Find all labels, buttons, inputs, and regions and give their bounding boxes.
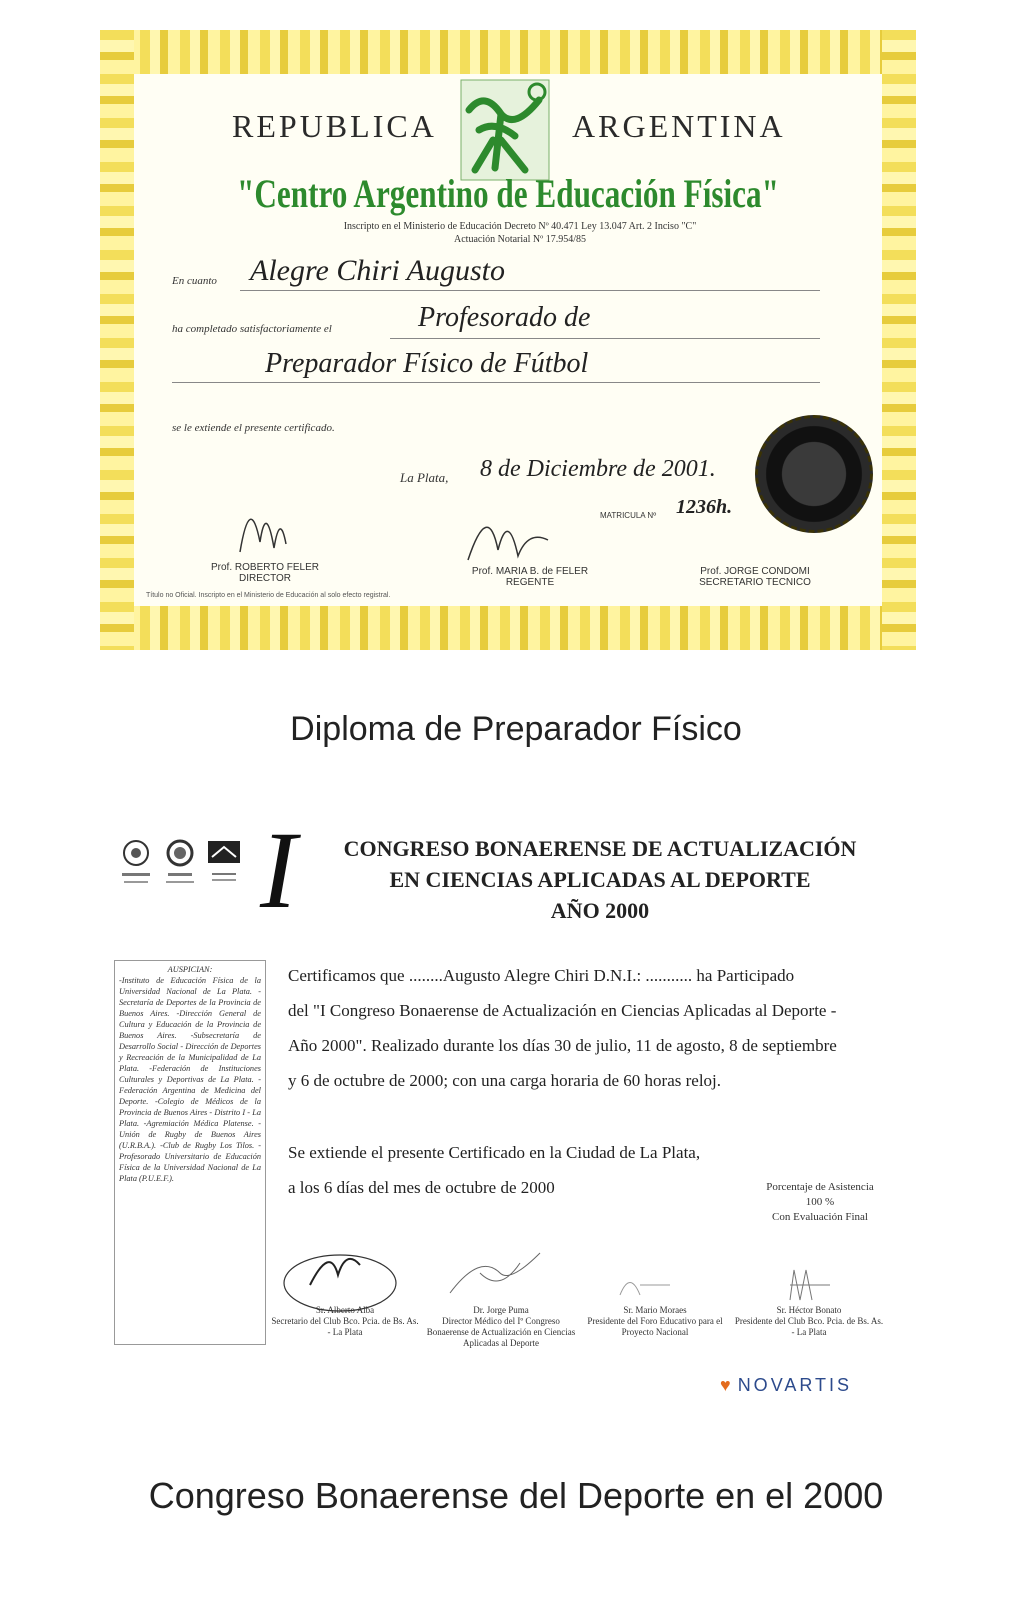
diploma-border-left bbox=[100, 30, 134, 650]
caption-diploma: Diploma de Preparador Físico bbox=[290, 710, 742, 748]
auspician-box bbox=[114, 960, 266, 1345]
en-cuanto-label: En cuanto bbox=[172, 275, 217, 287]
signer-3 bbox=[680, 566, 830, 588]
congress-roman-numeral: I bbox=[260, 809, 297, 931]
novartis-text: NOVARTIS bbox=[737, 1375, 853, 1395]
signer-1 bbox=[200, 562, 330, 584]
cert-signer-4-role: Presidente del Club Bco. Pcia. de Bs. As. - La Plata bbox=[734, 1316, 884, 1337]
actuacion-text: Actuación Notarial Nº 17.954/85 bbox=[454, 234, 586, 245]
course-line-2-rule bbox=[172, 382, 820, 383]
sedop-logo-icon bbox=[160, 833, 200, 893]
certificate-image bbox=[100, 809, 916, 1415]
cert-line-4: y 6 de octubre de 2000; con una carga horaria de 60 horas reloj. bbox=[288, 1071, 722, 1090]
signature-feler-icon bbox=[230, 482, 310, 562]
signature-puma-icon bbox=[440, 1243, 550, 1303]
attendance-box bbox=[730, 1180, 910, 1225]
argentina-text: ARGENTINA bbox=[572, 108, 786, 144]
instituto-logo-icon bbox=[116, 833, 156, 893]
name-line bbox=[240, 290, 820, 291]
signature-alba-icon bbox=[280, 1235, 400, 1315]
congress-title bbox=[310, 833, 890, 926]
diploma-border-top bbox=[100, 30, 916, 74]
cert-line-2: del "I Congreso Bonaerense de Actualización en Ciencias Aplicadas al Deporte - bbox=[288, 1001, 837, 1020]
diploma-footnote: Título no Oficial. Inscripto en el Ministerio de Educación al solo efecto registral. bbox=[146, 592, 391, 599]
signer-2 bbox=[455, 566, 605, 588]
cert-signer-1-name: Sr. Alberto Alba bbox=[315, 1305, 375, 1315]
registration-note bbox=[250, 220, 790, 246]
cert-signer-3 bbox=[580, 1305, 730, 1338]
institution-title: "Centro Argentino de Educación Física" bbox=[237, 171, 779, 216]
matricula-label: MATRICULA Nº bbox=[600, 511, 657, 520]
inscripto-text: Inscripto en el Ministerio de Educación Decreto Nº 40.471 Ley 13.047 Art. 2 Inciso "C" bbox=[343, 221, 697, 232]
municipal-logo-icon bbox=[204, 833, 244, 893]
republica-text: REPUBLICA bbox=[232, 108, 437, 144]
diploma-border-right bbox=[882, 30, 916, 650]
ha-completado-label: ha completado satisfactoriamente el bbox=[172, 323, 332, 335]
novartis-logo bbox=[720, 1375, 852, 1396]
course-line-1-rule bbox=[390, 338, 820, 339]
cert-line-6: a los 6 días del mes de octubre de 2000 bbox=[288, 1178, 555, 1197]
auspician-list: -Instituto de Educación Física de la Universidad Nacional de La Plata. -Secretaría de Deportes de la Provincia de Buenos Aires. -Dirección General de Cultura y Educación de la Provincia de Buenos Aires. -Subsecretaría de Desarrollo Social - Dirección de Deportes y Recreación de la Municipalidad de La Plata. -Federación de Instituciones Culturales y Deportivas de La Plata. -Federación Argentina de Medicina del Deporte. -Colegio de Médicos de la Provincia de Buenos Aires - Distrito I - La Plata. -Agremiación Médica Platense. -Unión de Rugby de Buenos Aires (U.R.B.A.). -Club de Rugby Los Tilos. -Profesorado Universitario de Educación Física de la Universidad Nacional de La Plata (P.U.E.F.). bbox=[119, 976, 261, 1183]
signature-moraes-icon bbox=[610, 1265, 680, 1305]
signer-2-role: REGENTE bbox=[505, 577, 555, 588]
issue-date: 8 de Diciembre de 2001. bbox=[480, 456, 716, 482]
novartis-flame-icon: ♥ bbox=[720, 1375, 734, 1395]
caption-congress: Congreso Bonaerense del Deporte en el 2000 bbox=[148, 1475, 884, 1516]
attendance-value: 100 % bbox=[805, 1196, 835, 1208]
course-line-2: Preparador Físico de Fútbol bbox=[265, 348, 589, 379]
diploma-image bbox=[100, 30, 916, 650]
cert-signer-4-name: Sr. Héctor Bonato bbox=[776, 1305, 842, 1315]
diploma-border-bottom bbox=[100, 606, 916, 650]
cert-line-5: Se extiende el presente Certificado en la Ciudad de La Plata, bbox=[288, 1143, 701, 1162]
congress-title-line-3: AÑO 2000 bbox=[550, 898, 650, 923]
cert-signer-2-role: Director Médico del Iº Congreso Bonaerense de Actualización en Ciencias Aplicadas al Deporte bbox=[426, 1316, 576, 1348]
attendance-label: Porcentaje de Asistencia bbox=[766, 1181, 874, 1193]
signer-3-name: Prof. JORGE CONDOMI bbox=[700, 566, 810, 577]
congress-title-line-1: CONGRESO BONAERENSE DE ACTUALIZACIÓN bbox=[343, 836, 857, 861]
cert-signer-2 bbox=[426, 1305, 576, 1349]
auspician-title: AUSPICIAN: bbox=[167, 965, 213, 974]
embossed-seal-icon bbox=[755, 415, 873, 533]
cert-line-3: Año 2000". Realizado durante los días 30 de julio, 11 de agosto, 8 de septiembre bbox=[288, 1036, 837, 1055]
recipient-name: Alegre Chiri Augusto bbox=[250, 254, 505, 287]
se-le-extiende-label: se le extiende el presente certificado. bbox=[172, 422, 335, 434]
cert-signer-2-name: Dr. Jorge Puma bbox=[473, 1305, 529, 1315]
signature-bonato-icon bbox=[780, 1265, 840, 1305]
course-line-1: Profesorado de bbox=[418, 302, 591, 333]
cert-signer-3-role: Presidente del Foro Educativo para el Proyecto Nacional bbox=[587, 1316, 723, 1337]
matricula-number: 1236h. bbox=[676, 496, 733, 518]
cert-signer-1 bbox=[270, 1305, 420, 1338]
cert-line-1: Certificamos que ........Augusto Alegre Chiri D.N.I.: ........... ha Participado bbox=[288, 966, 795, 985]
la-plata-label: La Plata, bbox=[400, 470, 449, 485]
signer-3-role: SECRETARIO TECNICO bbox=[699, 577, 811, 588]
congress-title-line-2: EN CIENCIAS APLICADAS AL DEPORTE bbox=[389, 867, 811, 892]
cert-signer-4 bbox=[734, 1305, 884, 1338]
cert-signer-3-name: Sr. Mario Moraes bbox=[623, 1305, 687, 1315]
cert-signer-1-role: Secretario del Club Bco. Pcia. de Bs. As. - La Plata bbox=[271, 1316, 419, 1337]
signer-1-name: Prof. ROBERTO FELER bbox=[211, 562, 319, 573]
signer-1-role: DIRECTOR bbox=[238, 573, 292, 584]
attendance-evaluation: Con Evaluación Final bbox=[772, 1211, 868, 1223]
signer-2-name: Prof. MARIA B. de FELER bbox=[471, 566, 589, 577]
